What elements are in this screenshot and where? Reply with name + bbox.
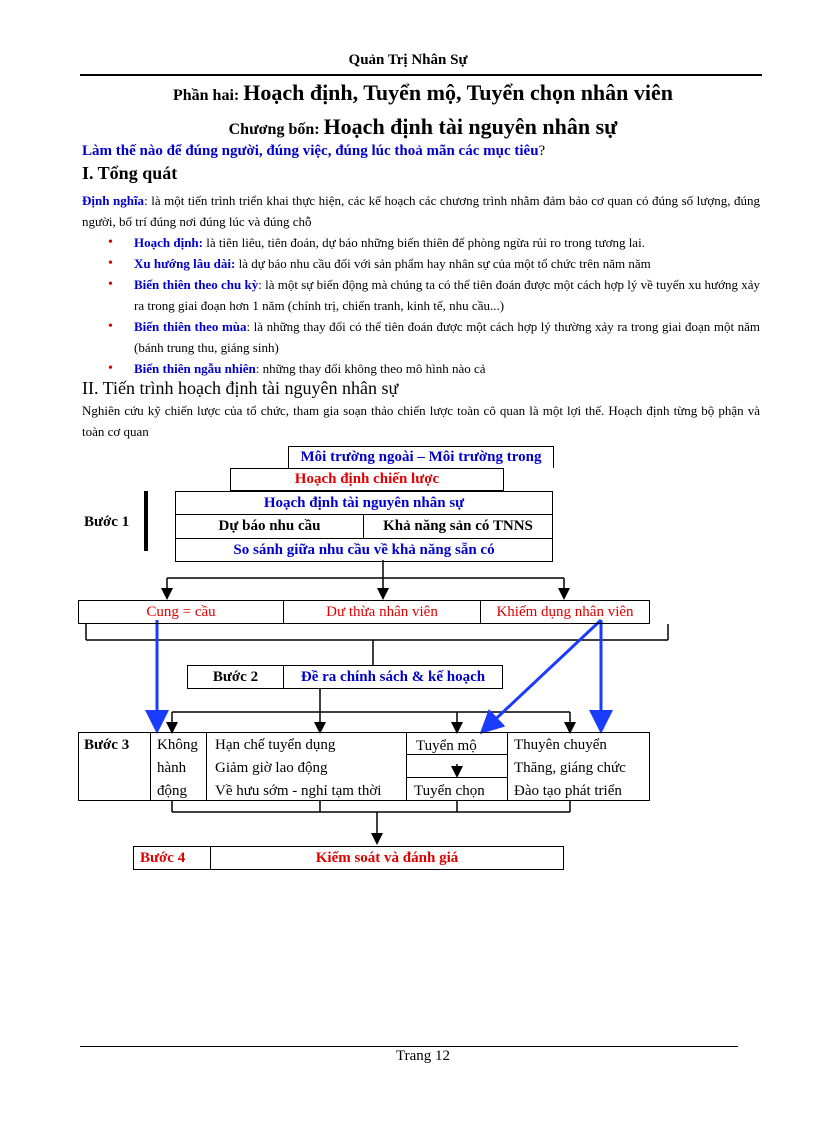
bullet-text: là dự báo nhu cầu đối với sản phẩm hay nhân sự của một tổ chức trên năm năm xyxy=(235,256,651,271)
bullet-text: là tiên liêu, tiên đoán, dự báo những biến thiên để phòng ngừa rủi ro trong tương lai. xyxy=(203,235,645,250)
definition-term: Định nghĩa xyxy=(82,193,145,208)
bullet-term: Biến thiên theo mùa xyxy=(134,319,247,334)
capacity-box: Khả năng sản có TNNS xyxy=(363,514,553,539)
chapter-title: Chương bốn: Hoạch định tài nguyên nhân sự xyxy=(228,114,618,139)
shortage-box: Khiếm dụng nhân viên xyxy=(480,600,650,624)
bullet-term: Biến thiên theo chu kỳ xyxy=(134,277,259,292)
bullet-text: : là những thay đổi có thể tiên đoán được một cách hợp lý thường xảy ra trong giai đoạn một năm (bánh trung thu, giáng sinh) xyxy=(134,319,761,355)
key-question-text: Làm thế nào để đúng người, đúng việc, đúng lúc thoả mãn các mục tiêu xyxy=(82,143,539,159)
bullet-text: : những thay đổi không theo mô hình nào cả xyxy=(255,361,486,376)
part-title: Phần hai: Hoạch định, Tuyển mộ, Tuyển chọn nhân viên xyxy=(172,80,674,105)
page-number: Trang 12 xyxy=(395,1048,451,1064)
key-question: Làm thế nào để đúng người, đúng việc, đúng lúc thoả mãn các mục tiêu? xyxy=(82,143,546,159)
compare-box: So sánh giữa nhu cầu về khả năng sẵn có xyxy=(175,538,553,562)
step3-label: Bước 3 xyxy=(84,737,130,753)
section2-paragraph: Nghiên cứu kỹ chiến lược của tổ chức, tham gia soạn thảo chiến lược toàn cô quan là một lợi thế. Hoạch định từng bộ phận và toàn cơ quan xyxy=(82,403,760,439)
part-prefix: Phần hai xyxy=(172,87,234,104)
no-action-line3: động xyxy=(157,783,187,799)
balance-box: Cung = cầu xyxy=(78,600,284,624)
section2-heading: II. Tiến trình hoạch định tài nguyên nhân sự xyxy=(82,378,399,398)
bullet-term: Xu hướng lâu dài: xyxy=(134,256,236,271)
demand-forecast-box: Dự báo nhu cầu xyxy=(175,514,364,539)
policy-box: Đề ra chính sách & kế hoạch xyxy=(283,665,503,689)
part-title-text: Hoạch định, Tuyển mộ, Tuyển chọn nhân viên xyxy=(243,80,674,105)
bullet-term: Biến thiên ngẫu nhiên xyxy=(134,361,256,376)
section1-heading: I. Tổng quát xyxy=(82,163,178,183)
transfer-action-3: Đào tạo phát triển xyxy=(514,783,622,799)
footer-rule xyxy=(80,1046,738,1047)
page-header: Quản Trị Nhân Sự xyxy=(348,52,468,68)
surplus-action-2: Giảm giờ lao động xyxy=(215,760,328,776)
no-action-line2: hành xyxy=(157,760,187,776)
step4-label: Bước 4 xyxy=(133,846,211,870)
chapter-prefix: Chương bốn xyxy=(228,121,315,138)
bullet-text: : là một sự biến động mà chúng ta có thể tiên đoán được một cách hợp lý về tuyến xu hướng xảy ra trong giai đoạn hơn 1 năm (chính trị, chiến tranh, kinh tế, nhu cầu...) xyxy=(134,277,760,313)
surplus-box: Dư thừa nhân viên xyxy=(283,600,481,624)
surplus-action-3: Về hưu sớm - nghỉ tạm thời xyxy=(215,783,382,799)
step2-label: Bước 2 xyxy=(187,665,284,689)
environment-box: Môi trường ngoài – Môi trường trong xyxy=(288,446,554,468)
definition-text: : là một tiến trình triển khai thực hiện, các kế hoạch các chương trình nhằm đảm bảo cơ quan có đúng số lượng, đúng người, bố trí đúng nơi đúng lúc và đúng chỗ xyxy=(82,193,760,229)
select-cell: Tuyển chọn xyxy=(414,783,485,799)
control-box: Kiểm soát và đánh giá xyxy=(210,846,564,870)
no-action-line1: Không xyxy=(157,737,198,753)
bullet-term: Hoạch định: xyxy=(134,235,203,250)
strategic-planning-box: Hoạch định chiến lược xyxy=(230,468,504,491)
recruit-cell: Tuyển mộ xyxy=(416,738,477,754)
hr-planning-box: Hoạch định tài nguyên nhân sự xyxy=(175,491,553,515)
transfer-action-2: Thăng, giáng chức xyxy=(514,760,626,776)
transfer-action-1: Thuyên chuyển xyxy=(514,737,607,753)
surplus-action-1: Hạn chế tuyển dụng xyxy=(215,737,336,753)
step1-label: Bước 1 xyxy=(84,514,130,530)
chapter-title-text: Hoạch định tài nguyên nhân sự xyxy=(323,114,618,139)
